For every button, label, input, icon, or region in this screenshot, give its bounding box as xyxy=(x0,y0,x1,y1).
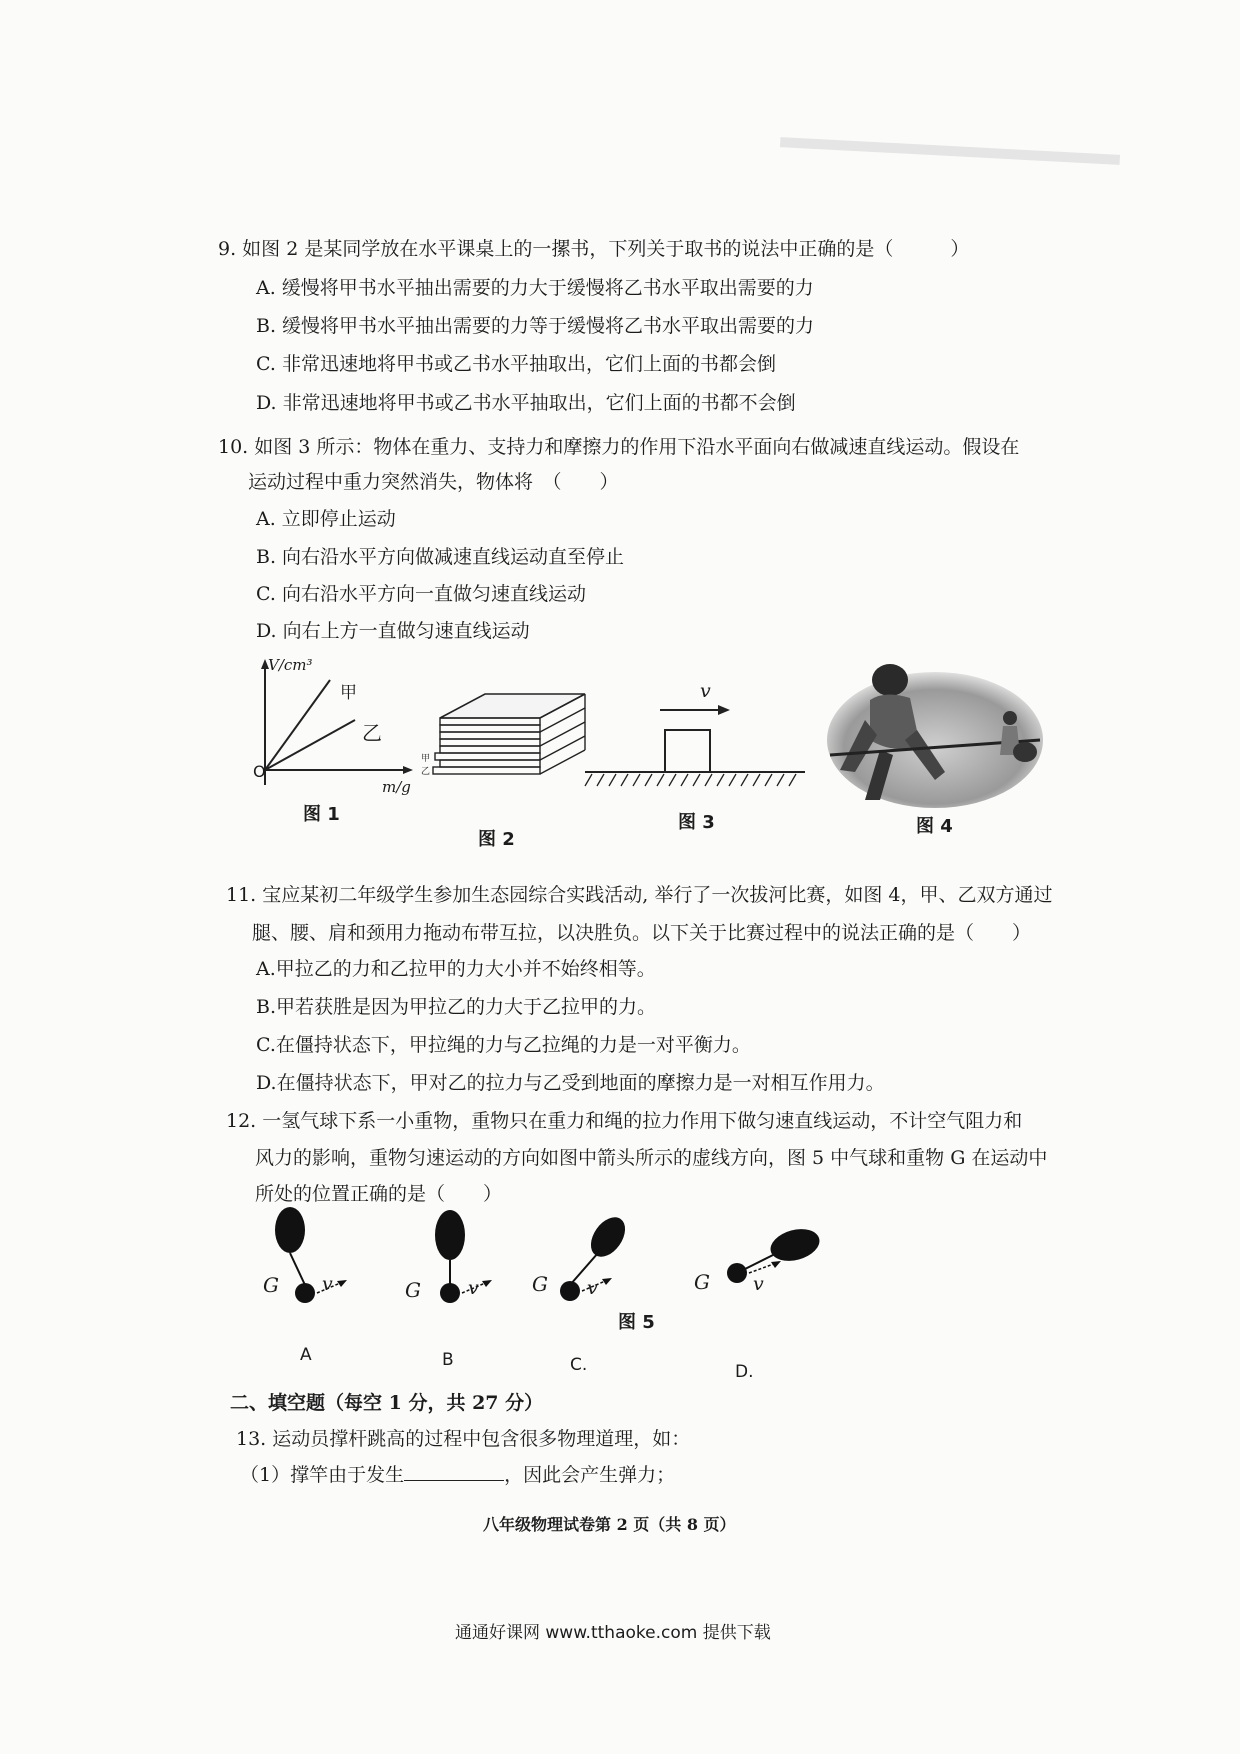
figure-4-tug-of-war-photo xyxy=(825,660,1045,810)
question-9-stem: 9. 如图 2 是某同学放在水平课桌上的一摞书，下列关于取书的说法中正确的是（ ） xyxy=(218,238,970,260)
question-11-option-b: B.甲若获胜是因为甲拉乙的力大于乙拉甲的力。 xyxy=(256,996,657,1018)
figure-5-option-b-weight-label: G xyxy=(405,1278,421,1302)
figure-5-option-d-weight-label: G xyxy=(694,1270,710,1294)
download-watermark: 通通好课网 www.tthaoke.com 提供下载 xyxy=(455,1623,771,1643)
question-10-option-d: D. 向右上方一直做匀速直线运动 xyxy=(256,620,530,642)
question-11-stem-line-1: 11. 宝应某初二年级学生参加生态园综合实践活动, 举行了一次拔河比赛，如图 4，甲、乙双方通过 xyxy=(226,884,1053,906)
figure-5-option-c-weight-label: G xyxy=(532,1272,548,1296)
figure-5-option-c-label: C. xyxy=(570,1355,588,1375)
question-11-stem-line-2: 腿、腰、肩和颈用力拖动布带互拉，以决胜负。以下关于比赛过程中的说法正确的是（ ） xyxy=(252,922,1032,944)
figure-4-caption: 图 4 xyxy=(916,816,953,837)
figure-2-book-b-label: 乙 xyxy=(421,767,431,777)
question-9-option-b: B. 缓慢将甲书水平抽出需要的力等于缓慢将乙书水平取出需要的力 xyxy=(256,315,815,337)
figure-2-caption: 图 2 xyxy=(478,829,515,850)
question-13-stem: 13. 运动员撑杆跳高的过程中包含很多物理道理，如： xyxy=(236,1428,691,1450)
figure-1-caption: 图 1 xyxy=(303,804,340,825)
question-13-item-1-suffix: ，因此会产生弹力； xyxy=(504,1464,676,1486)
figure-2-book-stack xyxy=(415,690,590,790)
figure-5-option-c-velocity-label: v xyxy=(587,1277,598,1299)
figure-3-caption: 图 3 xyxy=(678,812,715,833)
page-footer: 八年级物理试卷第 2 页（共 8 页） xyxy=(483,1515,736,1534)
figure-5-option-b-diagram xyxy=(405,1205,515,1315)
figure-5-option-a-label: A xyxy=(300,1345,312,1365)
question-12-stem-line-1: 12. 一氢气球下系一小重物，重物只在重力和绳的拉力作用下做匀速直线运动，不计空气阻力和 xyxy=(226,1110,1023,1132)
question-11-option-c: C.在僵持状态下，甲拉绳的力与乙拉绳的力是一对平衡力。 xyxy=(256,1034,751,1056)
figure-1-origin-label: O xyxy=(253,762,266,781)
question-12-stem-line-2: 风力的影响，重物匀速运动的方向如图中箭头所示的虚线方向，图 5 中气球和重物 G 在运动中 xyxy=(255,1147,1048,1169)
figure-5-option-b-label: B xyxy=(442,1350,454,1370)
figure-5-caption: 图 5 xyxy=(618,1312,655,1333)
figure-1-y-label: V/cm³ xyxy=(268,656,313,674)
question-13-item-1-prefix: （1）撑竿由于发生 xyxy=(240,1464,405,1486)
figure-1-graph xyxy=(245,655,420,795)
figure-5-option-a-weight-label: G xyxy=(263,1273,279,1297)
question-10-option-b: B. 向右沿水平方向做减速直线运动直至停止 xyxy=(256,546,625,568)
question-12-stem-line-3: 所处的位置正确的是（ ） xyxy=(255,1183,503,1205)
section-2-heading: 二、填空题（每空 1 分，共 27 分） xyxy=(230,1392,544,1414)
question-11-option-d: D.在僵持状态下，甲对乙的拉力与乙受到地面的摩擦力是一对相互作用力。 xyxy=(256,1072,885,1094)
question-9-option-d: D. 非常迅速地将甲书或乙书水平抽取出，它们上面的书都不会倒 xyxy=(256,392,796,414)
figure-5-option-b-velocity-label: v xyxy=(468,1277,479,1299)
figure-1-line-a-label: 甲 xyxy=(340,683,357,703)
question-9-option-c: C. 非常迅速地将甲书或乙书水平抽取出，它们上面的书都会倒 xyxy=(256,353,776,375)
figure-5-option-a-velocity-label: v xyxy=(322,1273,333,1295)
scan-smudge xyxy=(780,137,1120,165)
figure-5-option-d-diagram xyxy=(695,1205,845,1315)
question-10-stem-line-2: 运动过程中重力突然消失，物体将 （ ） xyxy=(248,471,619,493)
question-9-option-a: A. 缓慢将甲书水平抽出需要的力大于缓慢将乙书水平取出需要的力 xyxy=(256,277,814,299)
figure-5-option-d-velocity-label: v xyxy=(753,1273,764,1295)
question-11-option-a: A.甲拉乙的力和乙拉甲的力大小并不始终相等。 xyxy=(256,958,656,980)
figure-3-velocity-label: v xyxy=(700,680,711,702)
figure-1-x-label: m/g xyxy=(382,778,411,796)
figure-3-block-on-surface xyxy=(580,690,810,790)
figure-1-line-b-label: 乙 xyxy=(362,721,382,745)
question-10-option-a: A. 立即停止运动 xyxy=(256,508,396,530)
figure-5-option-d-label: D. xyxy=(735,1362,754,1382)
question-10-stem-line-1: 10. 如图 3 所示：物体在重力、支持力和摩擦力的作用下沿水平面向右做减速直线运动。假设在 xyxy=(218,436,1020,458)
figure-2-book-a-label: 甲 xyxy=(421,754,431,764)
question-13-item-1 xyxy=(240,1462,675,1488)
question-13-answer-blank[interactable] xyxy=(404,1462,504,1481)
question-10-option-c: C. 向右沿水平方向一直做匀速直线运动 xyxy=(256,583,586,605)
figure-5-option-a-diagram xyxy=(265,1205,375,1315)
